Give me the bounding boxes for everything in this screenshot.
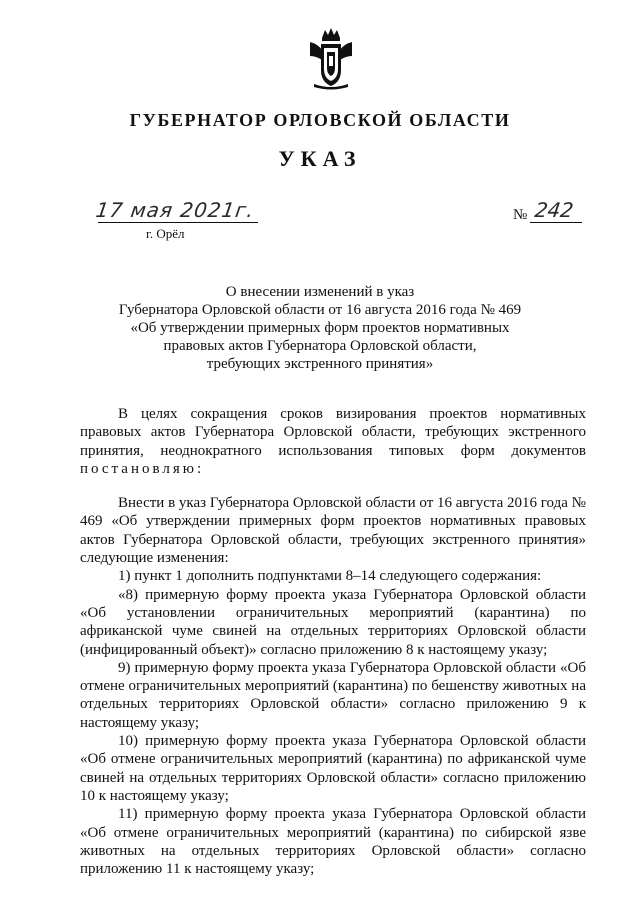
number-label: № (513, 207, 528, 223)
document-title (100, 283, 540, 373)
decree-word: постановляю: (80, 460, 205, 477)
title-line: правовых актов Губернатора Орловской области, (163, 338, 477, 354)
subitem-10-paragraph: 10) примерную форму проекта указа Губернатора Орловской области «Об отмене ограничительных мероприятий (карантина) по африканской чуме свиней на отдельных территориях Орловской области» согласно приложению 10 к настоящему указу; (80, 733, 586, 804)
number-underline (530, 222, 582, 223)
issuer-heading: ГУБЕРНАТОР ОРЛОВСКОЙ ОБЛАСТИ (129, 110, 511, 130)
item-1-paragraph: 1) пункт 1 дополнить подпунктами 8–14 следующего содержания: (118, 568, 542, 585)
preamble-paragraph: В целях сокращения сроков визирования проектов нормативных правовых актов Губернатора Орловской области, требующих экстренного принятия, неоднократного использования типовых форм документов постановляю: (80, 406, 586, 477)
title-line: Губернатора Орловской области от 16 августа 2016 года № 469 (118, 302, 522, 318)
subitem-9-paragraph: 9) примерную форму проекта указа Губернатора Орловской области «Об отмене ограничительных мероприятий (карантина) по бешенству животных на отдельных территориях Орловской области» согласно приложению 9 к настоящему указу; (80, 659, 586, 731)
title-line: требующих экстренного принятия» (206, 356, 434, 372)
intro-paragraph: Внести в указ Губернатора Орловской области от 16 августа 2016 года № 469 «Об утверждении примерных форм проектов нормативных правовых актов Губернатора Орловской области, требующих экстренного принятия» следующие изменения: (80, 495, 586, 567)
document-body (80, 405, 586, 878)
subitem-11-paragraph: 11) примерную форму проекта указа Губернатора Орловской области «Об отмене ограничительных мероприятий (карантина) по сибирской язве животных на отдельных территориях Орловской области» согласно приложению 11 к настоящему указу; (80, 806, 586, 878)
title-line: О внесении изменений в указ (225, 284, 415, 300)
document-type: УКАЗ (278, 146, 362, 171)
city-label: г. Орёл (146, 226, 185, 241)
subitem-8-paragraph: «8) примерную форму проекта указа Губернатора Орловской области «Об установлении ограничительных мероприятий (карантина) по африканской чуме свиней на отдельных территориях Орловской области (инфицированный объект)» согласно приложению 8 к настоящему указу; (80, 586, 586, 658)
date-underline (98, 222, 258, 223)
handwritten-date: 17 мая 2021г. (94, 198, 256, 222)
title-line: «Об утверждении примерных форм проектов нормативных (130, 320, 510, 336)
handwritten-number: 242 (533, 198, 575, 222)
coat-of-arms-emblem (308, 26, 354, 90)
